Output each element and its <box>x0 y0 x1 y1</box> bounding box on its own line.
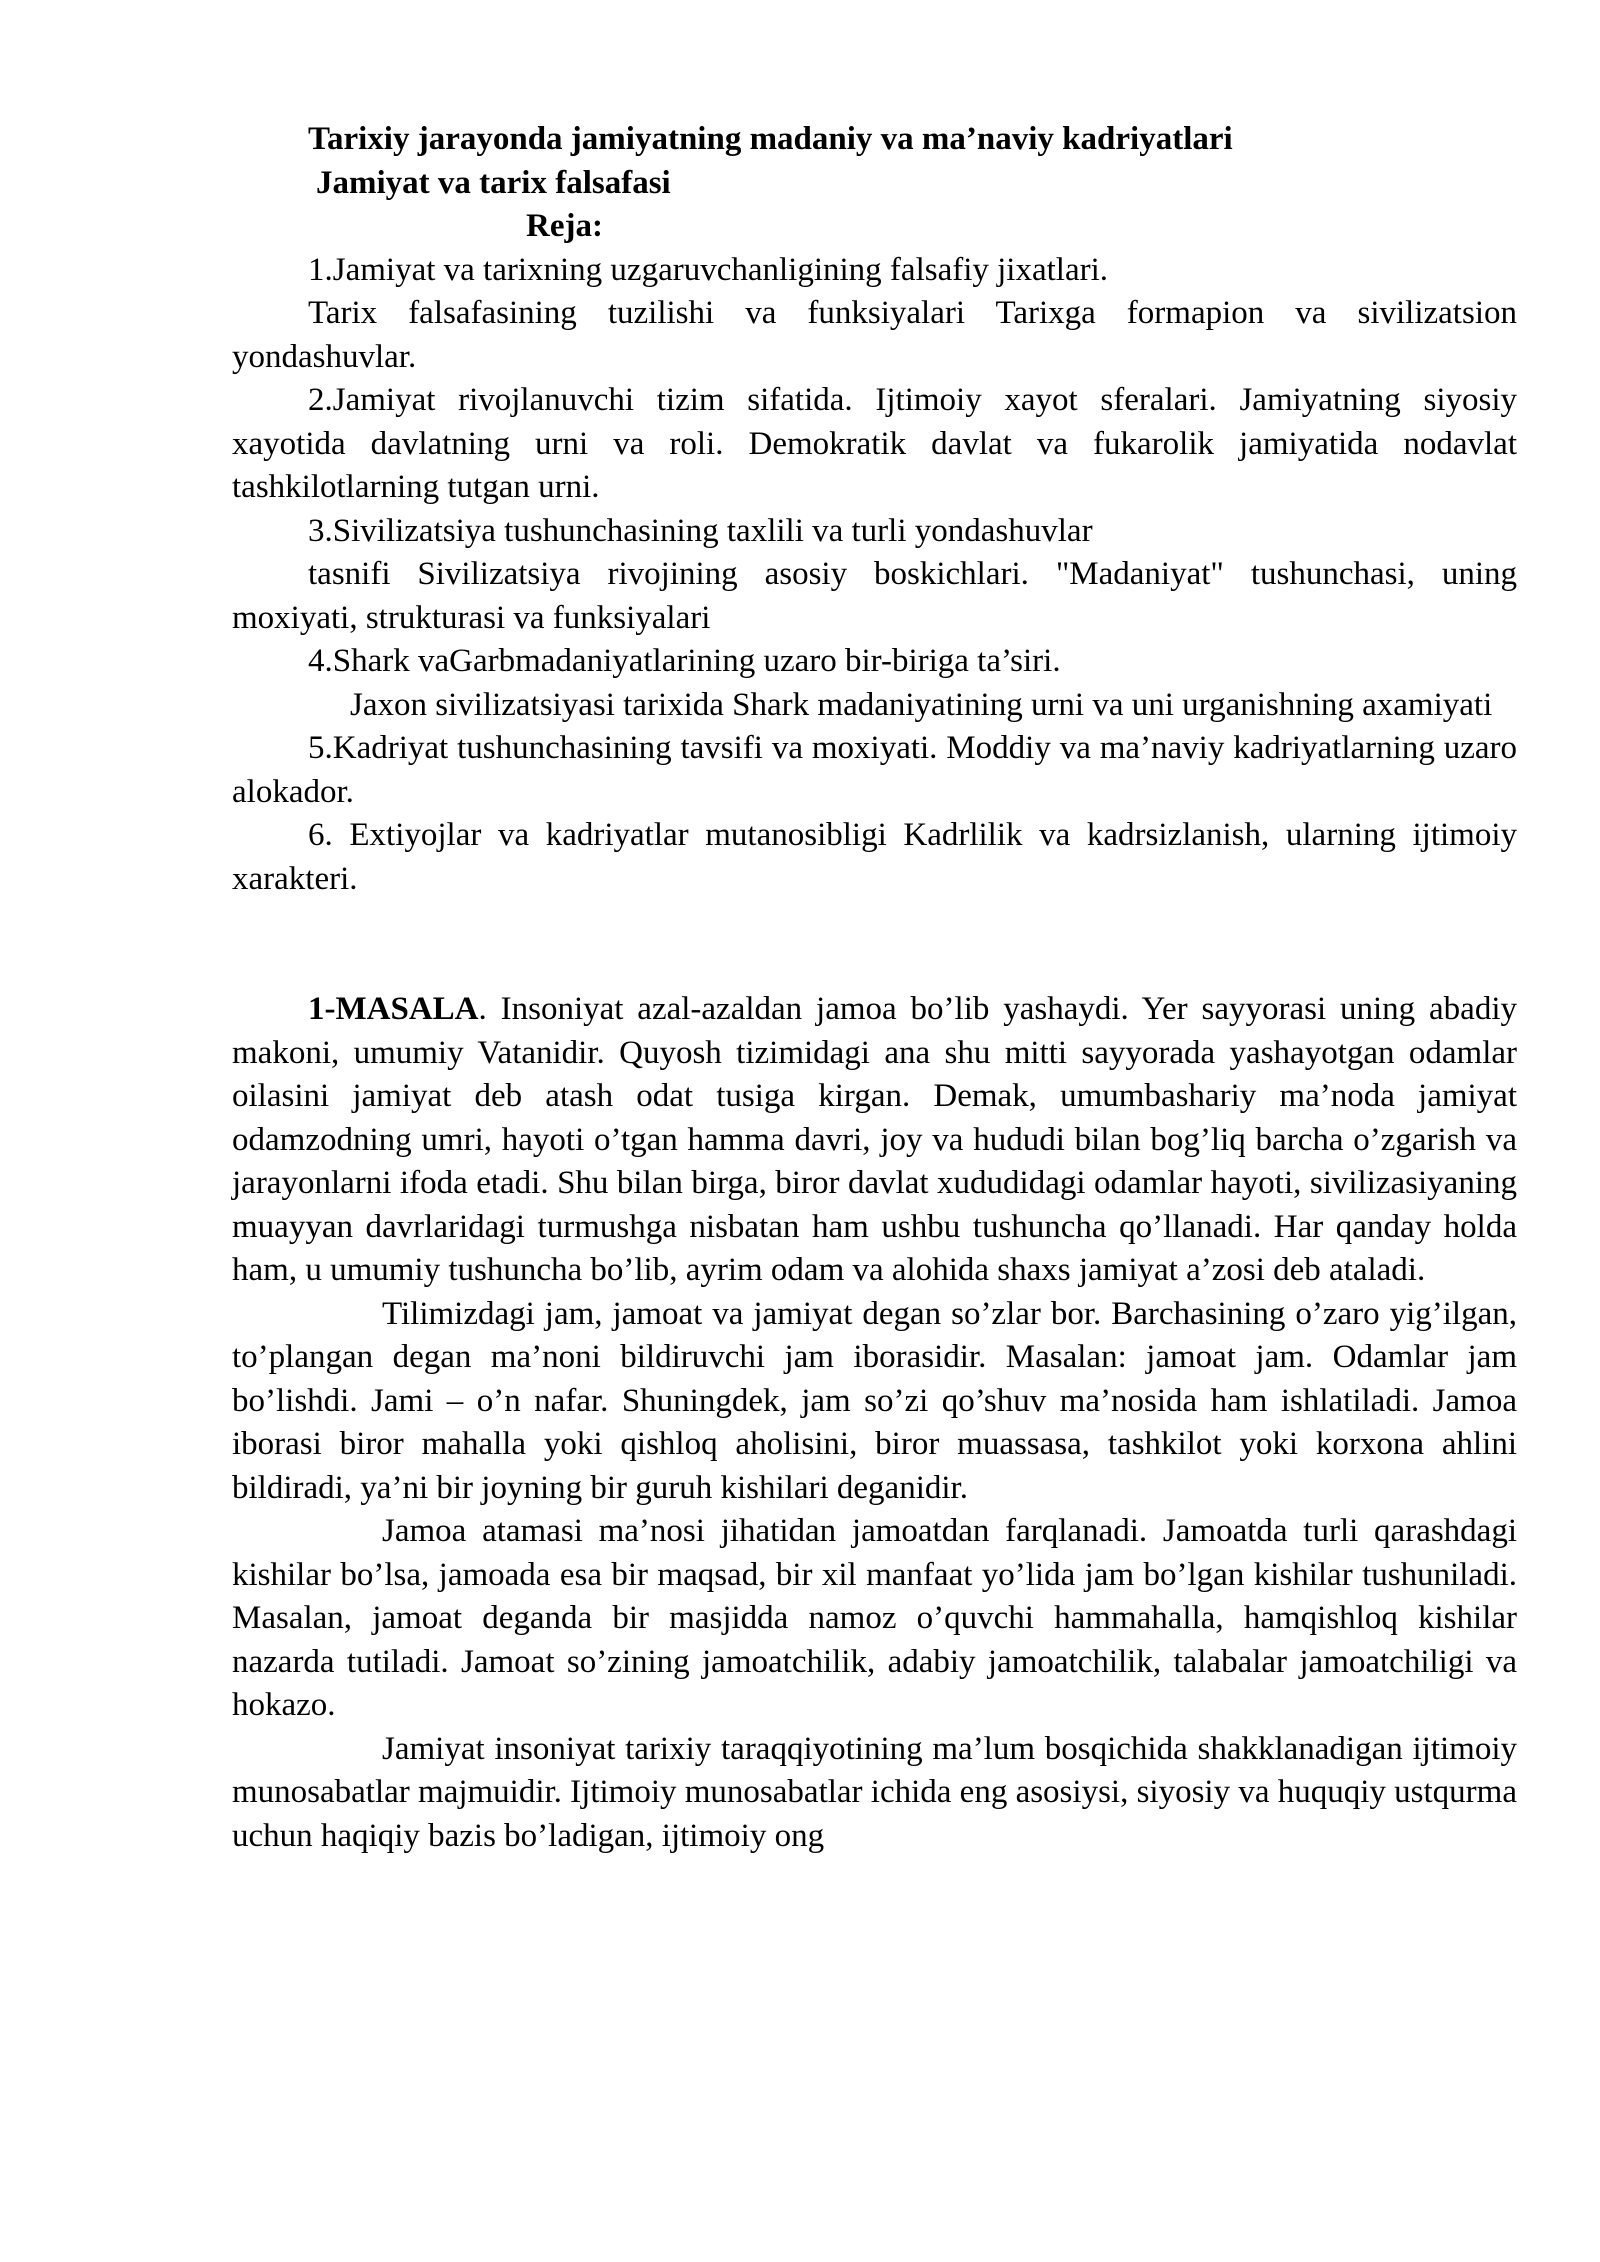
plan-item: 6. Extiyojlar va kadriyatlar mutanosibligi Kadrlilik va kadrsizlanish, ularning ijtimoiy xarakteri. <box>232 817 1517 897</box>
document-page <box>232 118 1517 1858</box>
body-paragraph: Jamoa atamasi ma’nosi jihatidan jamoatdan farqlanadi. Jamoatda turli qarashdagi kishilar bo’lsa, jamoada esa bir maqsad, bir xil manfaat yo’lida jam bo’lgan kishilar tushuniladi. Masalan, jamoat deganda bir masjidda namoz o’quvchi hammahalla, hamqishloq kishilar nazarda tutiladi. Jamoat so’zining jamoatchilik, adabiy jamoatchilik, talabalar jamoatchiligi va hokazo. <box>232 1513 1517 1723</box>
body-paragraph: Jamiyat insoniyat tarixiy taraqqiyotining ma’lum bosqichida shakklanadigan ijtimoiy munosabatlar majmuidir. Ijtimoiy munosabatlar ichida eng asosiysi, siyosiy va huquqiy ustqurma uchun haqiqiy bazis bo’ladigan, ijtimoiy ong <box>232 1730 1517 1854</box>
plan-item: 2.Jamiyat rivojlanuvchi tizim sifatida. Ijtimoiy xayot sferalari. Jamiyatning siyosiy xayotida davlatning urni va roli. Demokratik davlat va fukarolik jamiyatida nodavlat tashkilotlarning tutgan urni. <box>232 382 1517 505</box>
masala-section <box>232 988 1517 1858</box>
plan-list <box>232 249 1517 902</box>
masala-paragraph <box>232 988 1517 1293</box>
document-title: Tarixiy jarayonda jamiyatning madaniy va ma’naviy kadriyatlari <box>308 121 1233 157</box>
plan-item: 3.Sivilizatsiya tushunchasining taxlili va turli yondashuvlar <box>308 512 1093 549</box>
section-spacer <box>232 901 1517 988</box>
plan-heading: Reja: <box>526 208 603 244</box>
plan-item: Tarix falsafasining tuzilishi va funksiyalari Tarixga formapion va sivilizatsion yondashuvlar. <box>232 295 1517 375</box>
plan-item: 5.Kadriyat tushunchasining tavsifi va moxiyati. Moddiy va ma’naviy kadriyatlarning uzaro alokador. <box>232 730 1517 810</box>
plan-item: 4.Shark vaGarbmadaniyatlarining uzaro bir-biriga ta’siri. <box>308 643 1061 679</box>
body-paragraph: Tilimizdagi jam, jamoat va jamiyat degan so’zlar bor. Barchasining o’zaro yig’ilgan, to’plangan degan ma’noni bildiruvchi jam iborasidir. Masalan: jamoat jam. Odamlar jam bo’lishdi. Jami – o’n nafar. Shuningdek, jam so’zi qo’shuv ma’nosida ham ishlatiladi. Jamoa iborasi biror mahalla yoki qishloq aholisini, biror muassasa, tashkilot yoki korxona ahlini bildiradi, ya’ni bir joyning bir guruh kishilari deganidir. <box>232 1295 1517 1506</box>
masala-label: 1-MASALA <box>308 991 479 1027</box>
plan-item: Jaxon sivilizatsiyasi tarixida Shark madaniyatining urni va uni urganishning axamiyati <box>350 686 1493 723</box>
plan-item: tasnifi Sivilizatsiya rivojining asosiy boskichlari. "Madaniyat" tushunchasi, uning moxiyati, strukturasi va funksiyalari <box>232 556 1517 636</box>
masala-text: . Insoniyat azal-azaldan jamoa bo’lib yashaydi. Yer sayyorasi uning abadiy makoni, umumiy Vatanidir. Quyosh tizimidagi ana shu mitti sayyorada yashayotgan odamlar oilasini jamiyat deb atash odat tusiga kirgan. Demak, umumbashariy ma’noda jamiyat odamzodning umri, hayoti o’tgan hamma davri, joy va hududi bilan bog’liq barcha o’zgarish va jarayonlarni ifoda etadi. Shu bilan birga, biror davlat xududidagi odamlar hayoti, sivilizasiyaning muayyan davrlaridagi turmushga nisbatan ham ushbu tushuncha qo’llanadi. Har qanday holda ham, u umumiy tushuncha bo’lib, ayrim odam va alohida shaxs jamiyat a’zosi deb ataladi. <box>232 991 1517 1288</box>
plan-item: 1.Jamiyat va tarixning uzgaruvchanligining falsafiy jixatlari. <box>308 251 1109 288</box>
document-subtitle: Jamiyat va tarix falsafasi <box>316 164 671 201</box>
